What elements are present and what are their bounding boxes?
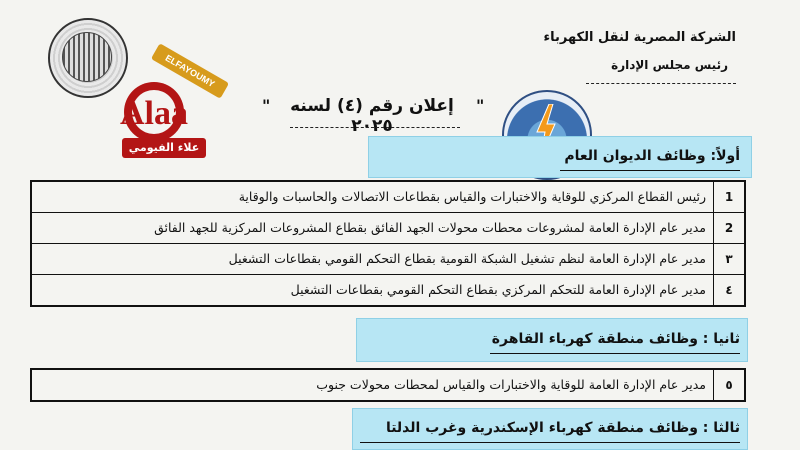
jobs-table-2 bbox=[30, 368, 746, 402]
table-row bbox=[32, 182, 744, 213]
section-underline bbox=[560, 170, 740, 171]
job-title: مدير عام الإدارة العامة لمشروعات محطات محولات الجهد الفائق بقطاع المشروعات المركزية للجهد الفائق bbox=[154, 220, 706, 235]
table-row bbox=[32, 275, 744, 305]
chairman-title: رئيس مجلس الإدارة bbox=[611, 58, 728, 72]
row-number: 2 bbox=[713, 213, 744, 243]
company-name: الشركة المصرية لنقل الكهرباء bbox=[543, 30, 736, 45]
announcement-title: إعلان رقم (٤) لسنه ٢٠٢٥ bbox=[290, 96, 454, 136]
quote-close: " bbox=[476, 96, 485, 115]
job-title: مدير عام الإدارة العامة للوقاية والاختبارات والقياس لمحطات محولات جنوب bbox=[316, 377, 706, 392]
logo-letter: Alaa bbox=[120, 95, 188, 132]
jobs-table-1 bbox=[30, 180, 746, 307]
logo-ribbon: ELFAYOUMY bbox=[151, 43, 229, 99]
row-number: ٣ bbox=[713, 244, 744, 274]
job-title: مدير عام الإدارة العامة للتحكم المركزي بقطاع التحكم القومي بقطاعات التشغيل bbox=[290, 282, 706, 297]
section-underline bbox=[490, 353, 740, 354]
row-number: ٥ bbox=[713, 370, 744, 400]
section-title-1: أولاً: وظائف الديوان العام bbox=[564, 148, 740, 164]
quote-open: " bbox=[262, 96, 271, 115]
job-title: رئيس القطاع المركزي للوقاية والاختبارات والقياس بقطاعات الاتصالات والحاسبات والوقاية bbox=[238, 189, 706, 204]
section-underline bbox=[360, 442, 740, 443]
row-number: ٤ bbox=[713, 275, 744, 305]
announcement-divider bbox=[290, 127, 460, 128]
section-title-3: ثالثا : وظائف منطقة كهرباء الإسكندرية وغرب الدلتا bbox=[385, 420, 740, 436]
section-title-2: ثانيا : وظائف منطقة كهرباء القاهرة bbox=[491, 331, 740, 347]
job-title: مدير عام الإدارة العامة لنظم تشغيل الشبكة القومية بقطاع التحكم القومي بقطاعات التشغيل bbox=[228, 251, 706, 266]
table-row bbox=[32, 244, 744, 275]
seal-tower-graphic bbox=[62, 32, 112, 82]
header-divider bbox=[586, 83, 736, 84]
row-number: 1 bbox=[713, 182, 744, 212]
logo-name-label: علاء الفيومي bbox=[122, 138, 206, 158]
table-row bbox=[32, 370, 744, 400]
table-row bbox=[32, 213, 744, 244]
